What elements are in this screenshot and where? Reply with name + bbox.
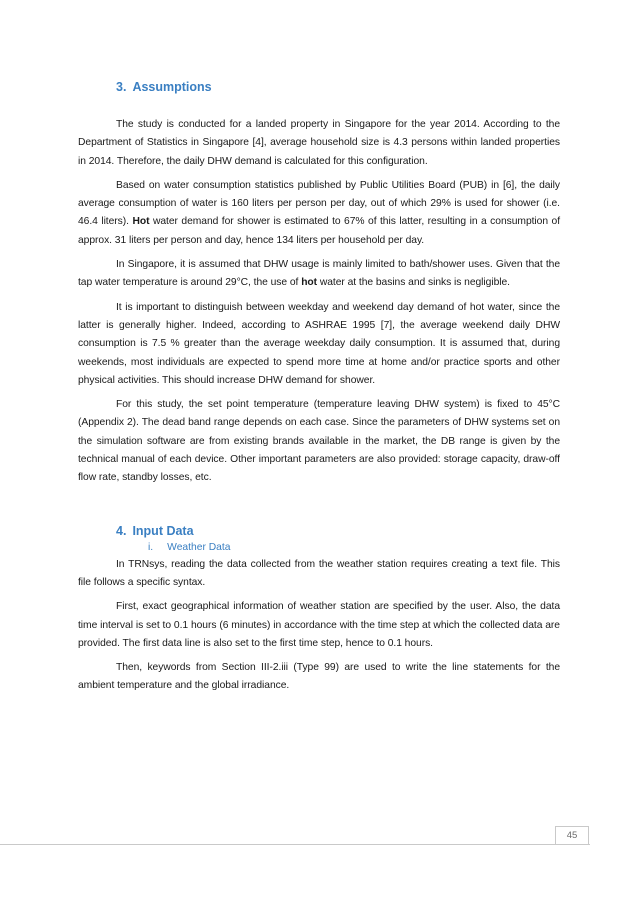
paragraph: The study is conducted for a landed property in Singapore for the year 2014. According to the Department of Statistics in Singapore [4], average household size is 4.3 persons within landed properties in 2014. Therefore, the daily DHW demand is calculated for this configuration. [78,119,560,167]
paragraph: First, exact geographical information of weather station are specified by the user. Also, the data time interval is set to 0.1 hours (6 minutes) in accordance with the time step at which the collected data are provided. The first data line is also set to the first time step, hence to 0.1 hours. [78,601,560,649]
section-heading-input-data [116,522,560,540]
subsection-number: i. [148,541,154,553]
section-number: 3. [116,80,127,94]
subsection-heading-weather-data [148,540,560,556]
paragraph: Based on water consumption statistics published by Public Utilities Board (PUB) in [6], the daily average consumption of water is 160 liters per person per day, out of which 29% is used for shower (i.e. 46.4 liters). Hot water demand for shower is estimated to 67% of this latter, resulting in a consumption of approx. 31 liters per person and day, hence 134 liters per household per day. [78,179,561,246]
section-heading-assumptions [116,78,560,96]
paragraph: In Singapore, it is assumed that DHW usage is mainly limited to bath/shower uses. Given that the tap water temperature is around 29°C, the use of hot water at the basins and sinks is negligible. [78,259,560,289]
section-title: Assumptions [132,80,212,94]
paragraph: It is important to distinguish between weekday and weekend day demand of hot water, since the latter is generally higher. Indeed, according to ASHRAE 1995 [7], the average weekend daily DHW consumption is 7.5 % greater than the average weekday daily consumption. It is assumed that, during weekends, most individuals are expected to spend more time at home and/or practice sports and other physical activities. This should increase DHW demand for shower. [78,301,560,386]
footer-divider [0,844,590,845]
page-content [78,78,560,702]
paragraph: For this study, the set point temperature (temperature leaving DHW system) is fixed to 45°C (Appendix 2). The dead band range depends on each case. Since the parameters of DHW systems set on the simulation software are from existing brands available in the market, the DB range is given by the technical manual of each device. Other important parameters are also provided: storage capacity, draw-off flow rate, standby losses, etc. [78,399,560,484]
section-number: 4. [116,523,127,538]
paragraph: In TRNsys, reading the data collected from the weather station requires creating a text file. This file follows a specific syntax. [78,558,560,588]
page-number: 45 [555,826,589,844]
subsection-title: Weather Data [167,541,231,553]
paragraph: Then, keywords from Section III-2.iii (Type 99) are used to write the line statements for the ambient temperature and the global irradiance. [78,662,560,692]
section-title: Input Data [132,523,194,538]
